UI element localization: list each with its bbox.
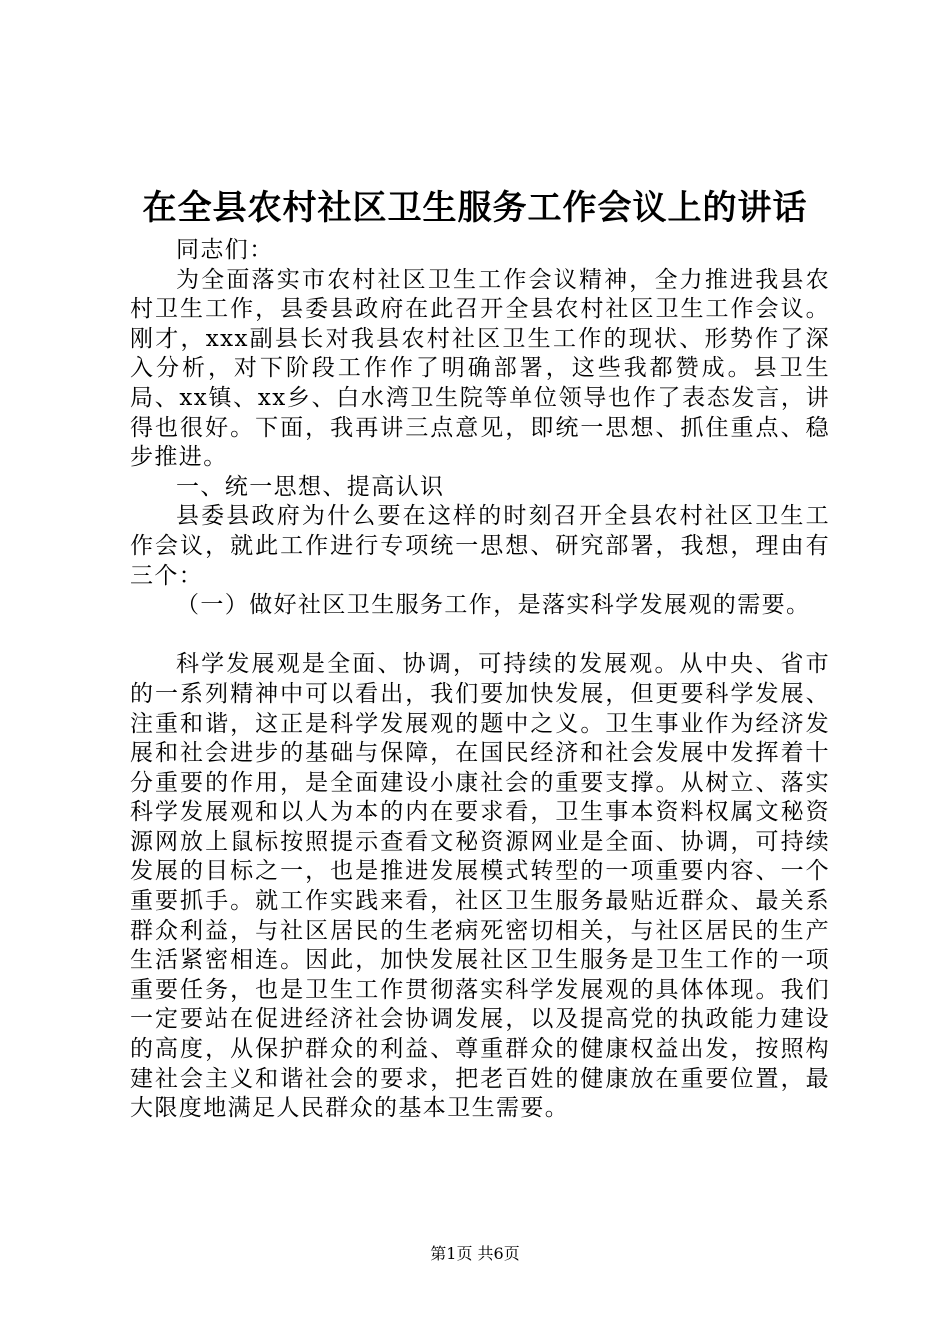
paragraph-science: 科学发展观是全面、协调，可持续的发展观。从中央、省市的一系列精神中可以看出，我们要加快发展，但更要科学发展、注重和谐，这正是科学发展观的题中之义。卫生事业作为经济发展和社会进步的基础与保障，在国民经济和社会发展中发挥着十分重要的作用，是全面建设小康社会的重要支撑。从树立、落实科学发展观和以人为本的内在要求看，卫生事本资料权属文秘资源网放上鼠标按照提示查看文秘资源网业是全面、协调，可持续发展的目标之一，也是推进发展模式转型的一项重要内容、一个重要抓手。就工作实践来看，社区卫生服务最贴近群众、最关系群众利益，与社区居民的生老病死密切相关，与社区居民的生产生活紧密相连。因此，加快发展社区卫生服务是卫生工作的一项重要任务，也是卫生工作贯彻落实科学发展观的具体体现。我们一定要站在促进经济社会协调发展，以及提高党的执政能力建设的高度，从保护群众的利益、尊重群众的健康权益出发，按照构建社会主义和谐社会的要求，把老百姓的健康放在重要位置，最大限度地满足人民群众的基本卫生需要。	[130, 651, 830, 1122]
paragraph-intro: 为全面落实市农村社区卫生工作会议精神，全力推进我县农村卫生工作，县委县政府在此召开全县农村社区卫生工作会议。刚才，xxx副县长对我县农村社区卫生工作的现状、形势作了深入分析，对下阶段工作作了明确部署，这些我都赞成。县卫生局、xx镇、xx乡、白水湾卫生院等单位领导也作了表态发言，讲得也很好。下面，我再讲三点意见，即统一思想、抓住重点、稳步推进。	[130, 266, 830, 471]
document-title: 在全县农村社区卫生服务工作会议上的讲话	[142, 188, 808, 228]
paragraph-reasons: 县委县政府为什么要在这样的时刻召开全县农村社区卫生工作会议，就此工作进行专项统一思想、研究部署，我想，理由有三个：	[130, 503, 830, 589]
salutation: 同志们：	[176, 237, 274, 263]
section-heading: 一、统一思想、提高认识	[176, 473, 445, 500]
page-number: 第1页 共6页	[430, 1244, 520, 1263]
subsection-heading: （一）做好社区卫生服务工作，是落实科学发展观的需要。	[176, 592, 811, 619]
document-body	[130, 236, 830, 1124]
